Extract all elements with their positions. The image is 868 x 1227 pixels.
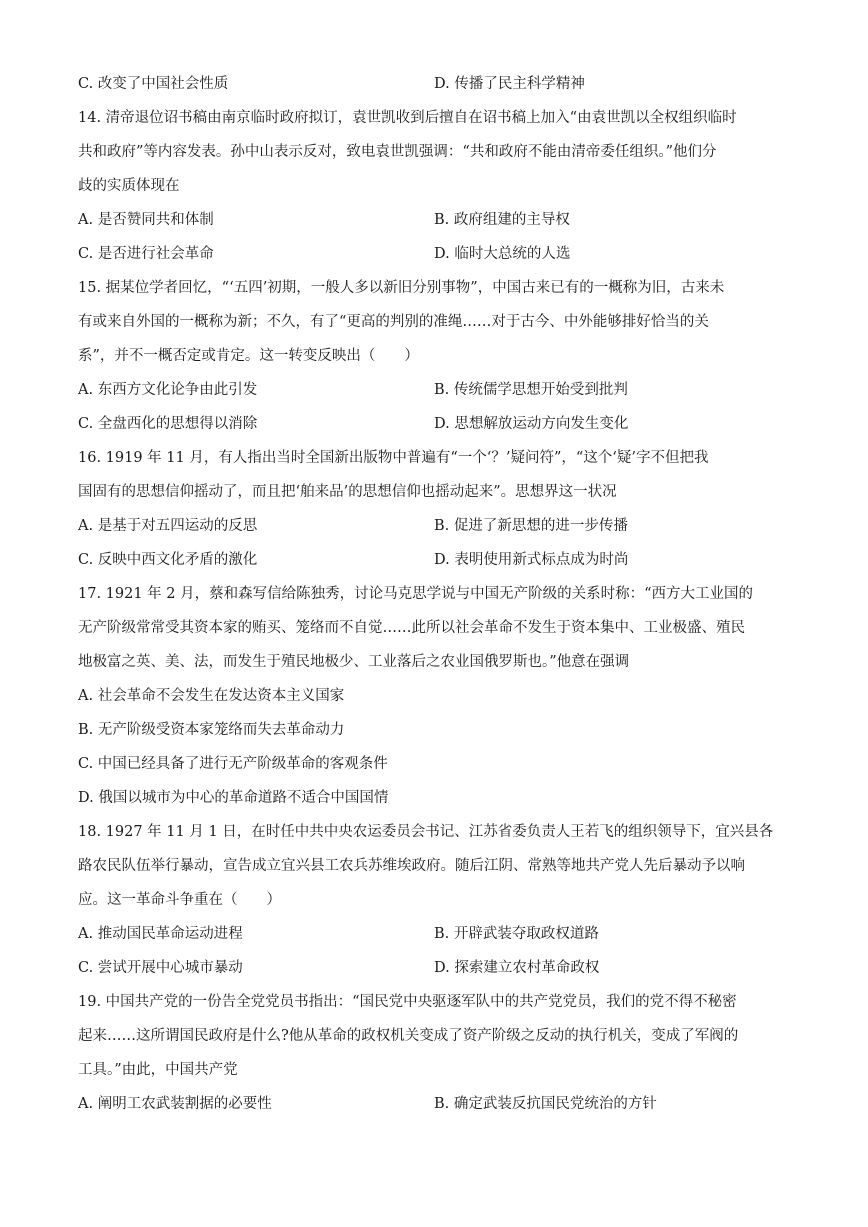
q19-stem-line-2: 起来……这所谓国民政府是什么?他从革命的政权机关变成了资产阶级之反动的执行机关，变成了军阀的 xyxy=(78,1028,739,1044)
q14-option-a: A. 是否赞同共和体制 xyxy=(78,212,214,228)
q18-stem-line-1: 18. 1927 年 11 月 1 日，在时任中共中央农运委员会书记、江苏省委负责人王若飞的组织领导下，宜兴县各 xyxy=(78,824,774,840)
q13-option-c: C. 改变了中国社会性质 xyxy=(78,76,229,92)
q19-stem-line-3: 工具。”由此，中国共产党 xyxy=(78,1062,238,1078)
q14-option-b: B. 政府组建的主导权 xyxy=(434,212,570,228)
q17-option-b: B. 无产阶级受资本家笼络而失去革命动力 xyxy=(78,722,345,738)
q16-option-c: C. 反映中西文化矛盾的激化 xyxy=(78,552,258,568)
q15-stem-line-3: 系”，并不一概否定或肯定。这一转变反映出（ ） xyxy=(78,348,419,364)
q17-stem-line-1: 17. 1921 年 2 月，蔡和森写信给陈独秀，讨论马克思学说与中国无产阶级的关系时称：“西方大工业国的 xyxy=(78,586,754,602)
q17-option-a: A. 社会革命不会发生在发达资本主义国家 xyxy=(78,688,345,704)
q16-option-b: B. 促进了新思想的进一步传播 xyxy=(434,518,628,534)
q16-stem-line-2: 国固有的思想信仰摇动了，而且把‘舶来品’的思想信仰也摇动起来”。思想界这一状况 xyxy=(78,484,617,500)
q17-option-d: D. 俄国以城市为中心的革命道路不适合中国国情 xyxy=(78,790,389,806)
q16-option-a: A. 是基于对五四运动的反思 xyxy=(78,518,258,534)
q19-option-b: B. 确定武装反抗国民党统治的方针 xyxy=(434,1096,657,1112)
q14-option-d: D. 临时大总统的人选 xyxy=(434,246,571,262)
q18-stem-line-2: 路农民队伍举行暴动，宣告成立宜兴县工农兵苏维埃政府。随后江阴、常熟等地共产党人先后暴动予以响 xyxy=(78,858,745,874)
q18-option-a: A. 推动国民革命运动进程 xyxy=(78,926,243,942)
q15-option-b: B. 传统儒学思想开始受到批判 xyxy=(434,382,628,398)
q16-stem-line-1: 16. 1919 年 11 月，有人指出当时全国新出版物中普遍有“一个‘？’疑问符”，“这个‘疑’字不但把我 xyxy=(78,450,709,466)
q17-stem-line-2: 无产阶级常常受其资本家的贿买、笼络而不自觉……此所以社会革命不发生于资本集中、工业极盛、殖民 xyxy=(78,620,745,636)
q15-option-d: D. 思想解放运动方向发生变化 xyxy=(434,416,629,432)
q15-option-c: C. 全盘西化的思想得以消除 xyxy=(78,416,258,432)
q14-stem-line-3: 歧的实质体现在 xyxy=(78,178,180,194)
q17-option-c: C. 中国已经具备了进行无产阶级革命的客观条件 xyxy=(78,756,388,772)
q14-option-c: C. 是否进行社会革命 xyxy=(78,246,214,262)
q18-stem-line-3: 应。这一革命斗争重在（ ） xyxy=(78,892,281,908)
q19-option-a: A. 阐明工农武装割据的必要性 xyxy=(78,1096,272,1112)
q18-option-d: D. 探索建立农村革命政权 xyxy=(434,960,600,976)
q15-option-a: A. 东西方文化论争由此引发 xyxy=(78,382,258,398)
q15-stem-line-2: 有或来自外国的一概称为新；不久，有了“更高的判别的准绳……对于古今、中外能够排好恰当的关 xyxy=(78,314,709,330)
q18-option-b: B. 开辟武装夺取政权道路 xyxy=(434,926,599,942)
q17-stem-line-3: 地极富之英、美、法，而发生于殖民地极少、工业落后之农业国俄罗斯也。”他意在强调 xyxy=(78,654,630,670)
q19-stem-line-1: 19. 中国共产党的一份告全党党员书指出：“国民党中央驱逐军队中的共产党党员，我们的党不得不秘密 xyxy=(78,994,737,1010)
q13-option-d: D. 传播了民主科学精神 xyxy=(434,76,585,92)
q14-stem-line-1: 14. 清帝退位诏书稿由南京临时政府拟订，袁世凯收到后擅自在诏书稿上加入“由袁世凯以全权组织临时 xyxy=(78,110,737,126)
q15-stem-line-1: 15. 据某位学者回忆，“‘五四’初期，一般人多以新旧分别事物”，中国古来已有的一概称为旧，古来未 xyxy=(78,280,725,296)
q14-stem-line-2: 共和政府”等内容发表。孙中山表示反对，致电袁世凯强调：“共和政府不能由清帝委任组织。”他们分 xyxy=(78,144,717,160)
q18-option-c: C. 尝试开展中心城市暴动 xyxy=(78,960,243,976)
q16-option-d: D. 表明使用新式标点成为时尚 xyxy=(434,552,629,568)
